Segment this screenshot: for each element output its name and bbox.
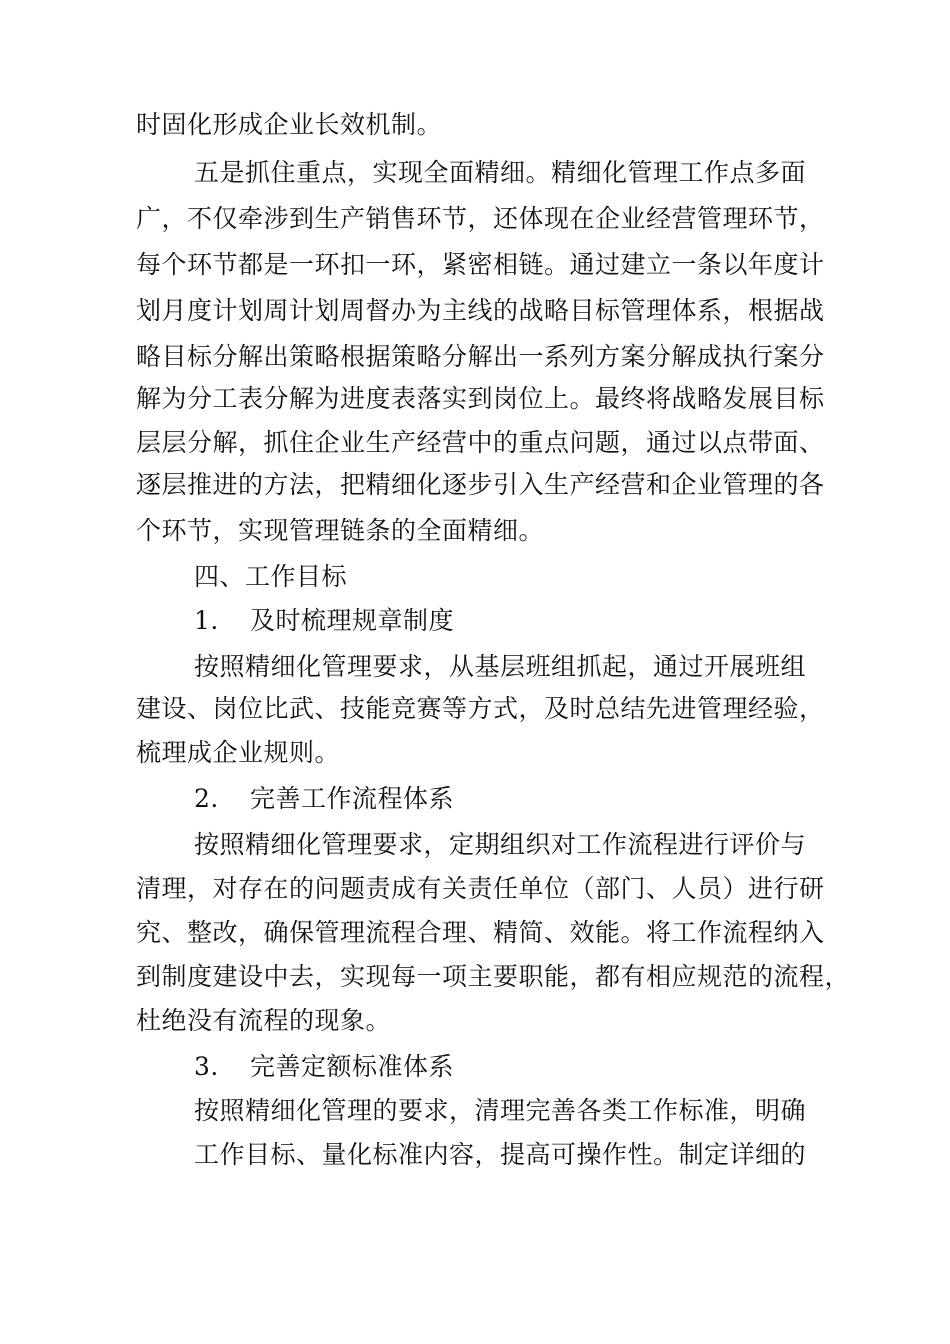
text-line: 广，不仅牵涉到生产销售环节，还体现在企业经营管理环节， xyxy=(136,204,825,233)
text-line: 建设、岗位比武、技能竞赛等方式，及时总结先进管理经验， xyxy=(136,694,825,723)
item-number: 3. xyxy=(194,1052,219,1081)
text-line: 划月度计划周计划周督办为主线的战略目标管理体系，根据战 xyxy=(136,296,825,325)
text-line: 按照精细化管理要求，从基层班组抓起，通过开展班组 xyxy=(194,652,807,681)
item-number: 1. xyxy=(194,606,219,635)
text-line: 梳理成企业规则。 xyxy=(136,738,341,767)
text-line: 到制度建设中去，实现每一项主要职能，都有相应规范的流程， xyxy=(136,962,851,991)
text-line: 杜绝没有流程的现象。 xyxy=(136,1006,392,1035)
text-line: 个环节，实现管理链条的全面精细。 xyxy=(136,516,545,545)
item-heading xyxy=(194,781,454,817)
text-line: 时固化形成企业长效机制。 xyxy=(136,110,443,139)
text-line: 清理，对存在的问题责成有关责任单位（部门、人员）进行研 xyxy=(136,874,825,903)
text-line: 层层分解，抓住企业生产经营中的重点问题，通过以点带面、 xyxy=(136,428,825,457)
text-line: 工作目标、量化标准内容，提高可操作性。制定详细的 xyxy=(194,1140,807,1169)
item-number: 2. xyxy=(194,784,219,813)
text-line: 究、整改，确保管理流程合理、精简、效能。将工作流程纳入 xyxy=(136,918,825,947)
item-title: 完善定额标准体系 xyxy=(250,1052,455,1081)
item-heading xyxy=(194,603,454,639)
text-line: 略目标分解出策略根据策略分解出一系列方案分解成执行案分 xyxy=(136,342,825,371)
item-title: 完善工作流程体系 xyxy=(250,784,455,813)
text-line: 按照精细化管理的要求，清理完善各类工作标准，明确 xyxy=(194,1096,807,1125)
section-heading: 四、工作目标 xyxy=(194,562,348,591)
text-line: 逐层推进的方法，把精细化逐步引入生产经营和企业管理的各 xyxy=(136,470,825,499)
item-heading xyxy=(194,1049,454,1085)
text-line: 五是抓住重点，实现全面精细。精细化管理工作点多面 xyxy=(194,158,807,187)
text-line: 每个环节都是一环扣一环，紧密相链。通过建立一条以年度计 xyxy=(136,250,825,279)
text-line: 解为分工表分解为进度表落实到岗位上。最终将战略发展目标 xyxy=(136,384,825,413)
item-title: 及时梳理规章制度 xyxy=(250,606,455,635)
text-line: 按照精细化管理要求，定期组织对工作流程进行评价与 xyxy=(194,830,807,859)
